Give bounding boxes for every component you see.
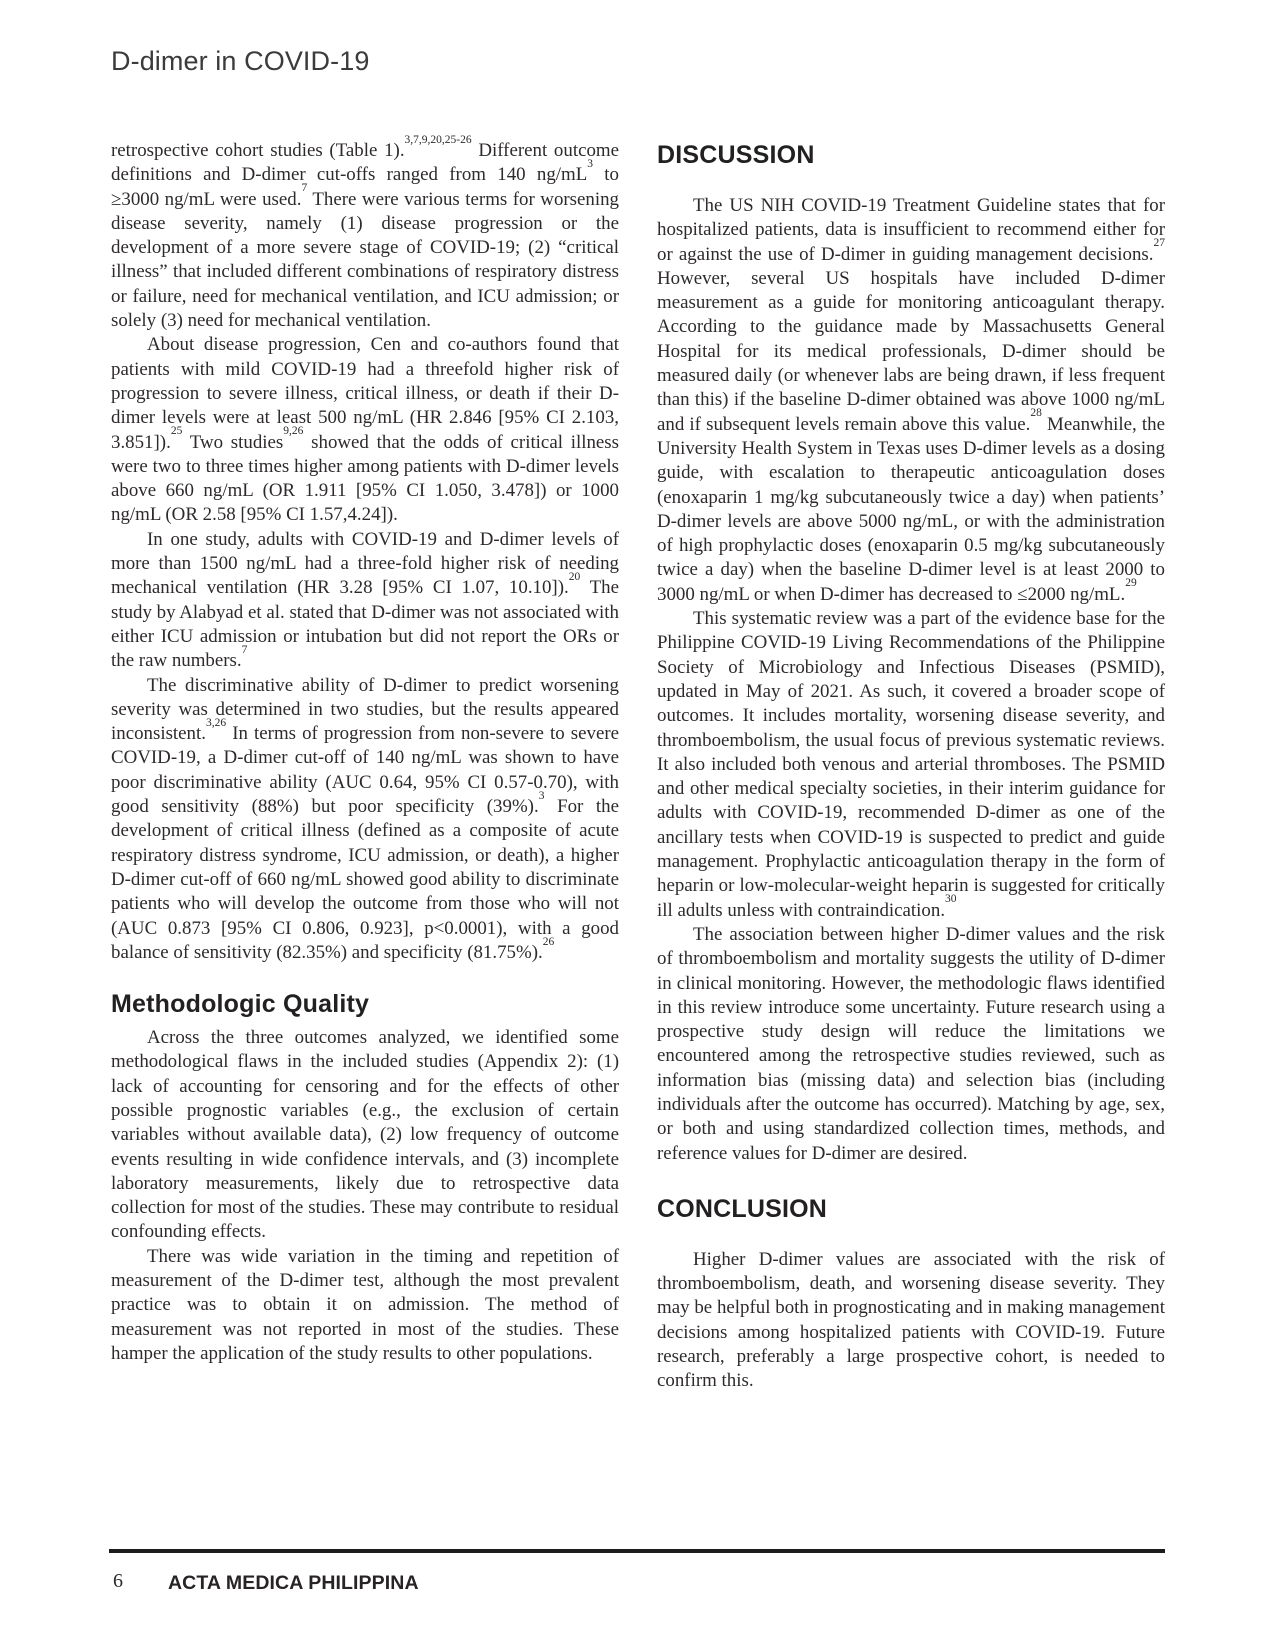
paragraph: In one study, adults with COVID-19 and D-dimer levels of more than 1500 ng/mL had a three-fold higher risk of needing mechanical ventilation (HR 3.28 [95% CI 1.07, 10.10]).$^{20}$ The study by Alabyad et al. stated that D-dimer was not associated with either ICU admission or intubation but did not report the ORs or the raw numbers.$^7$ [111, 528, 619, 672]
citation-superscript: 27 [1153, 237, 1165, 250]
running-head: D-dimer in COVID-19 [111, 46, 370, 76]
page-number: 6 [113, 1570, 123, 1592]
citation-superscript: 3 [587, 158, 594, 170]
paragraph: About disease progression, Cen and co-authors found that patients with mild COVID-19 had a threefold higher risk of progression to severe illness, critical illness, or death if their D-dimer levels were at least 500 ng/mL (HR 2.846 [95% CI 2.103, 3.851]).$^{25}$ Two studies$^{9,26}$ showed that the odds of critical illness were two to three times higher among patients with D-dimer levels above 660 ng/mL (OR 1.911 [95% CI 1.050, 3.478]) or 1000 ng/mL (OR 2.58 [95% CI 1.57,4.24]). [111, 334, 619, 526]
citation-superscript: 7 [301, 182, 308, 195]
citation-superscript: 3,7,9,20,25-26 [404, 133, 472, 146]
paragraph: There was wide variation in the timing and repetition of measurement of the D-dimer test, although the most prevalent practice was to obtain it on admission. The method of measurement was not reported in most of the studies. These hamper the application of the study results to other populations. [111, 1245, 619, 1364]
section-heading: CONCLUSION [657, 1194, 828, 1223]
citation-superscript: 7 [241, 643, 248, 656]
two-column-text-area [111, 133, 1165, 1394]
subsection-heading: Methodologic Quality [111, 990, 370, 1019]
citation-superscript: 26 [542, 935, 555, 948]
right-column [657, 139, 1165, 1394]
paragraph: This systematic review was a part of the evidence base for the Philippine COVID-19 Living Recommendations of the Philippine Society of Microbiology and Infectious Diseases (PSMID), updated in May of 2021. As such, it covered a broader scope of outcomes. It includes mortality, worsening disease severity, and thromboembolism, the usual focus of previous systematic reviews. It also included both venous and arterial thromboses. The PSMID and other medical specialty societies, in their interim guidance for adults with COVID-19, recommended D-dimer as one of the ancillary tests when COVID-19 is suspected to predict and guide management. Prophylactic anticoagulation therapy in the form of heparin or low-molecular-weight heparin is suggested for critically ill adults unless with contraindication.$^{30}$ [657, 608, 1165, 921]
citation-superscript: 25 [170, 425, 183, 438]
paragraph: The association between higher D-dimer values and the risk of thromboembolism and mortality suggests the utility of D-dimer in clinical monitoring. However, the methodologic flaws identified in this review introduce some uncertainty. Future research using a prospective study design will reduce the limitations we encountered among the retrospective studies reviewed, such as information bias (missing data) and selection bias (including individuals after the outcome has occurred). Matching by age, sex, or both and using standardized collection times, methods, and reference values for D-dimer are desired. [657, 923, 1165, 1164]
left-column [111, 133, 620, 1366]
paragraph: The discriminative ability of D-dimer to predict worsening severity was determined in two studies, but the results appeared inconsistent.$^{3,26}$ In terms of progression from non-severe to severe COVID-19, a D-dimer cut-off of 140 ng/mL was shown to have poor discriminative ability (AUC 0.64, 95% CI 0.57-0.70), with good sensitivity (88%) but poor specificity (39%).$^3$ For the development of critical illness (defined as a composite of acute respiratory distress syndrome, ICU admission, or death), a higher D-dimer cut-off of 660 ng/mL showed good ability to discriminate patients who will develop the outcome from those who will not (AUC 0.873 [95% CI 0.806, 0.923], p<0.0001), with a good balance of sensitivity (82.35%) and specificity (81.75%).$^{26}$ [111, 674, 619, 963]
section-heading: DISCUSSION [657, 141, 815, 169]
citation-superscript: 29 [1125, 577, 1137, 590]
citation-superscript: 20 [568, 571, 581, 584]
paragraph: Higher D-dimer values are associated with the risk of thromboembolism, death, and worsening disease severity. They may be helpful both in prognosticating and in making management decisions among hospitalized patients with COVID-19. Future research, preferably a large prospective cohort, is needed to confirm this. [657, 1248, 1165, 1392]
citation-superscript: 3,26 [205, 716, 227, 729]
paragraph: The US NIH COVID-19 Treatment Guideline states that for hospitalized patients, data is insufficient to recommend either for or against the use of D-dimer in guiding management decisions.$^{27}$ However, several US hospitals have included D-dimer measurement as a guide for monitoring anticoagulant therapy. According to the guidance made by Massachusetts General Hospital for its medical professionals, D-dimer should be measured daily (or whenever labs are being drawn, if less frequent than this) if the baseline D-dimer obtained was above 1000 ng/mL and if subsequent levels remain above this value.$^{28}$ Meanwhile, the University Health System in Texas uses D-dimer levels as a dosing guide, with escalation to therapeutic anticoagulation doses (enoxaparin 1 mg/kg subcutaneously twice a day) when patients’ D-dimer levels are above 5000 ng/mL, or with the administration of high prophylactic doses (enoxaparin 0.5 mg/kg subcutaneously twice a day) when the baseline D-dimer level is at least 2000 to 3000 ng/mL or when D-dimer has decreased to ≤2000 ng/mL.$^{29}$ [657, 195, 1165, 605]
citation-superscript: 9,26 [283, 425, 304, 438]
citation-superscript: 30 [945, 893, 957, 906]
journal-name: ACTA MEDICA PHILIPPINA [168, 1572, 419, 1594]
paragraph: retrospective cohort studies (Table 1).$^{3,7,9,20,25-26}$ Different outcome definitions and D-dimer cut-offs ranged from 140 ng/mL$^3$ to ≥3000 ng/mL were used.$^7$ There were various terms for worsening disease severity, namely (1) disease progression or the development of a more severe stage of COVID-19; (2) “critical illness” that included different combinations of respiratory distress or failure, need for mechanical ventilation, and ICU admission; or solely (3) need for mechanical ventilation. [111, 133, 620, 332]
citation-superscript: 3 [538, 789, 545, 802]
citation-superscript: 28 [1030, 407, 1042, 420]
footer-rule [109, 1549, 1165, 1553]
paragraph: Across the three outcomes analyzed, we identified some methodological flaws in the included studies (Appendix 2): (1) lack of accounting for censoring and for the effects of other possible prognostic variables (e.g., the exclusion of certain variables without available data), (2) low frequency of outcome events resulting in wide confidence intervals, and (3) incomplete laboratory measurements, likely due to retrospective data collection for most of the studies. These may contribute to residual confounding effects. [111, 1027, 619, 1243]
